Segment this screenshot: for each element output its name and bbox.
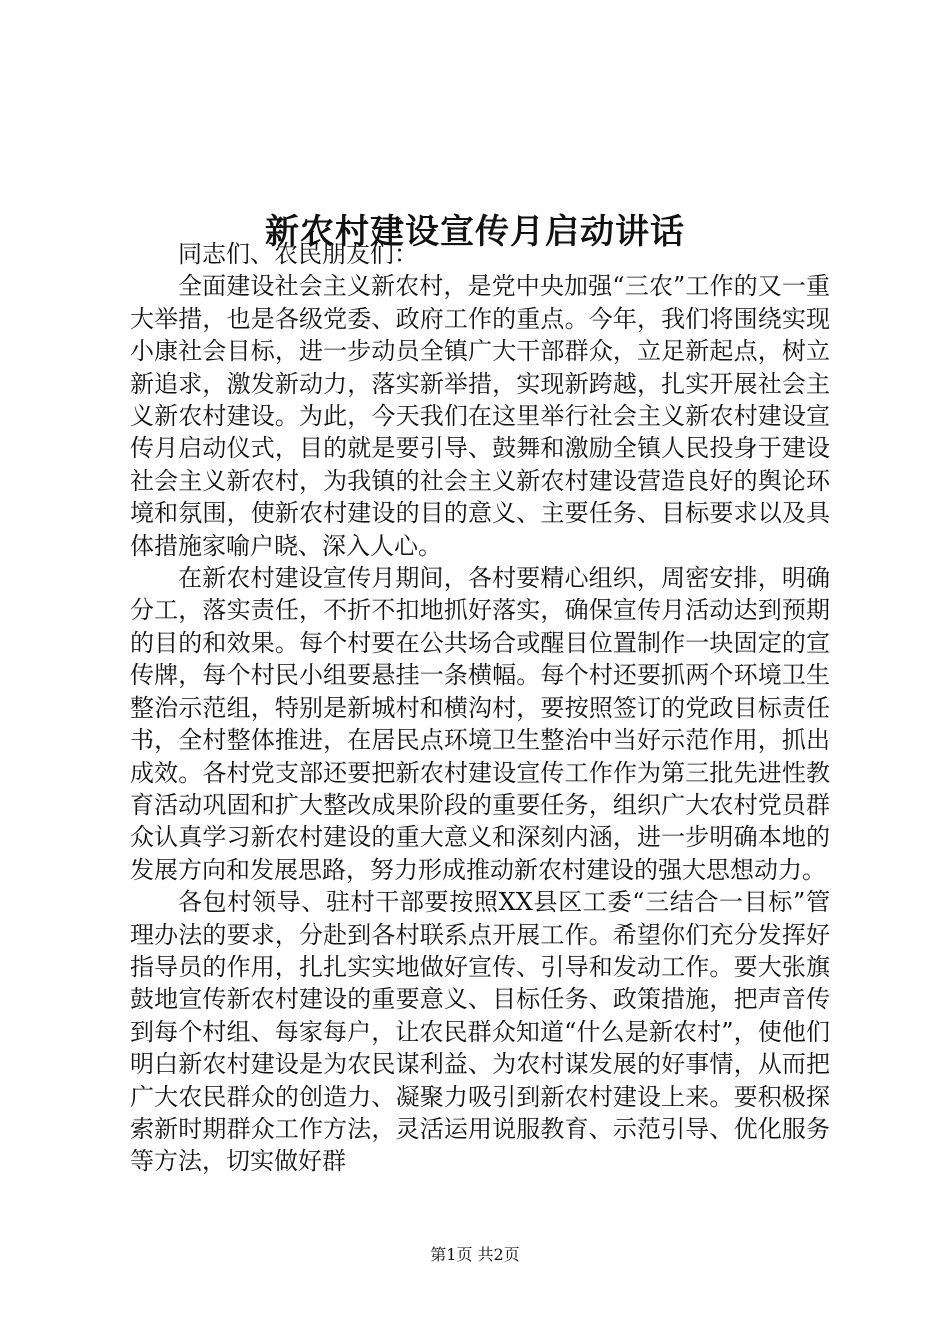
paragraph-1: 全面建设社会主义新农村，是党中央加强“三农”工作的又一重大举措，也是各级党委、政府工作的重点。今年，我们将围绕实现小康社会目标，进一步动员全镇广大干部群众，立足新起点，树立新追求，激发新动力，落实新举措，实现新跨越，扎实开展社会主义新农村建设。为此，今天我们在这里举行社会主义新农村建设宣传月启动仪式，目的就是要引导、鼓舞和激励全镇人民投身于建设社会主义新农村，为我镇的社会主义新农村建设营造良好的舆论环境和氛围，使新农村建设的目的意义、主要任务、目标要求以及具体措施家喻户晓、深入人心。 bbox=[130, 272, 830, 560]
paragraph-3: 各包村领导、驻村干部要按照XX县区工委“三结合一目标”管理办法的要求，分赴到各村联系点开展工作。希望你们充分发挥好指导员的作用，扎扎实实地做好宣传、引导和发动工作。要大张旗鼓地宣传新农村建设的重要意义、目标任务、政策措施，把声音传到每个村组、每家每户，让农民群众知道“什么是新农村”，使他们明白新农村建设是为农民谋利益、为农村谋发展的好事情，从而把广大农民群众的创造力、凝聚力吸引到新农村建设上来。要积极探索新时期群众工作方法，灵活运用说服教育、示范引导、优化服务等方法，切实做好群 bbox=[130, 888, 830, 1176]
page-footer: 第1页 共2页 bbox=[430, 1245, 520, 1264]
document-body bbox=[130, 238, 830, 1178]
paragraph-2: 在新农村建设宣传月期间，各村要精心组织，周密安排，明确分工，落实责任，不折不扣地抓好落实，确保宣传月活动达到预期的目的和效果。每个村要在公共场合或醒目位置制作一块固定的宣传牌，每个村民小组要悬挂一条横幅。每个村还要抓两个环境卫生整治示范组，特别是新城村和横沟村，要按照签订的党政目标责任书，全村整体推进，在居民点环境卫生整治中当好示范作用，抓出成效。各村党支部还要把新农村建设宣传工作作为第三批先进性教育活动巩固和扩大整改成果阶段的重要任务，组织广大农村党员群众认真学习新农村建设的重大意义和深刻内涵，进一步明确本地的发展方向和发展思路，努力形成推动新农村建设的强大思想动力。 bbox=[130, 564, 830, 884]
salutation: 同志们、农民朋友们： bbox=[178, 240, 418, 268]
document-title: 新农村建设宣传月启动讲话 bbox=[265, 211, 685, 252]
